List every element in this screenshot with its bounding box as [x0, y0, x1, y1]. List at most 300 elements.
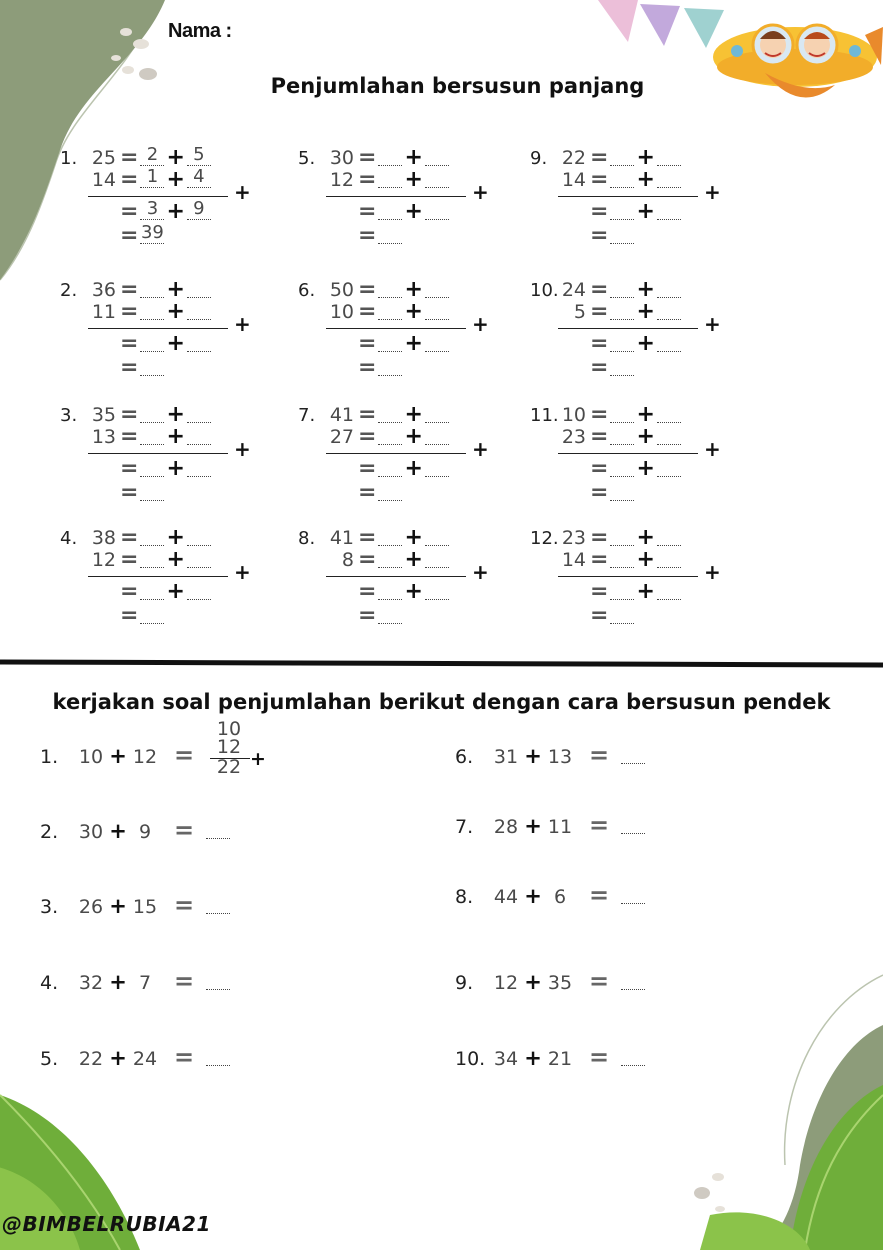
answer-blank[interactable]: [378, 585, 402, 600]
answer-blank[interactable]: [140, 337, 164, 352]
total-blank[interactable]: [610, 486, 634, 501]
short-problem: [40, 718, 266, 778]
answer-blank[interactable]: [378, 305, 402, 320]
addend-value: 10: [329, 301, 354, 323]
equals-sign: =: [358, 424, 377, 449]
plus-sign: +: [404, 424, 423, 449]
plus-sign: +: [524, 1046, 542, 1070]
plus-sign: +: [404, 277, 423, 302]
plus-sign: +: [166, 424, 185, 449]
answer-blank[interactable]: [187, 337, 211, 352]
addend-b: 12: [132, 746, 158, 768]
short-section-title: kerjakan soal penjumlahan berikut dengan cara bersusun pendek: [52, 690, 831, 714]
addend-value: 30: [329, 147, 354, 169]
addend-value: 41: [329, 404, 354, 426]
equals-sign: =: [590, 355, 609, 380]
answer-blank[interactable]: [657, 337, 681, 352]
answer-blank[interactable]: [610, 151, 634, 166]
equals-sign: =: [358, 579, 377, 604]
plus-sign: +: [109, 894, 127, 918]
plus-sign: +: [404, 167, 423, 192]
plus-sign: +: [524, 744, 542, 768]
answer-blank[interactable]: [425, 283, 449, 298]
answer-blank[interactable]: [187, 408, 211, 423]
answer-blank[interactable]: [425, 553, 449, 568]
answer-blank[interactable]: [140, 462, 164, 477]
equation-row: [86, 168, 211, 192]
addend-value: 50: [329, 279, 354, 301]
total-row: [358, 224, 402, 248]
equals-sign: =: [590, 579, 609, 604]
equation-row: [324, 457, 449, 481]
plus-sign: +: [166, 331, 185, 356]
problem-number: 5.: [40, 1048, 59, 1070]
total-blank[interactable]: 39: [140, 222, 164, 243]
total-row: [358, 481, 402, 505]
answer-blank[interactable]: [187, 553, 211, 568]
equals-sign: =: [120, 603, 139, 628]
plus-sign: +: [166, 456, 185, 481]
answer-blank[interactable]: [657, 430, 681, 445]
equals-sign: =: [173, 741, 195, 769]
answer-blank[interactable]: [425, 337, 449, 352]
answer-blank[interactable]: [657, 408, 681, 423]
equals-sign: =: [590, 331, 609, 356]
addend-a: 10: [78, 746, 104, 768]
answer-blank[interactable]: [378, 408, 402, 423]
answer-blank[interactable]: [657, 151, 681, 166]
total-blank[interactable]: [140, 609, 164, 624]
problem-number: 2.: [40, 821, 59, 843]
column-plus-sign: +: [250, 748, 266, 770]
plus-sign: +: [404, 331, 423, 356]
problem-number: 6.: [455, 746, 474, 768]
answer-blank[interactable]: [140, 408, 164, 423]
equals-sign: =: [358, 145, 377, 170]
answer-blank[interactable]: 2: [140, 151, 164, 166]
plus-sign: +: [404, 199, 423, 224]
answer-blank[interactable]: [206, 1053, 230, 1066]
addend-value: 14: [91, 169, 116, 191]
addend-a: 34: [493, 1048, 519, 1070]
equals-sign: =: [590, 299, 609, 324]
answer-blank[interactable]: [621, 821, 645, 834]
total-blank[interactable]: [610, 229, 634, 244]
problem-number: 10.: [455, 1048, 486, 1070]
equals-sign: =: [120, 355, 139, 380]
total-row: [590, 481, 634, 505]
equals-sign: =: [358, 456, 377, 481]
total-blank[interactable]: [378, 609, 402, 624]
equation-row: [556, 278, 681, 302]
answer-blank[interactable]: [378, 205, 402, 220]
addend-value: 12: [329, 169, 354, 191]
plus-sign: +: [166, 277, 185, 302]
answer-blank[interactable]: [378, 553, 402, 568]
addend-value: 12: [91, 549, 116, 571]
answer-blank[interactable]: [140, 553, 164, 568]
problem-number: 1.: [40, 746, 59, 768]
answer-blank[interactable]: [657, 462, 681, 477]
long-problem: [60, 402, 260, 515]
plus-sign: +: [166, 547, 185, 572]
equals-sign: =: [590, 603, 609, 628]
answer-blank[interactable]: [657, 305, 681, 320]
plus-sign: +: [109, 1046, 127, 1070]
equation-row: [324, 580, 449, 604]
long-problem: [530, 402, 730, 515]
equation-row: [324, 526, 449, 550]
equals-sign: =: [120, 579, 139, 604]
long-problem: [530, 277, 730, 390]
addend-value: 14: [561, 169, 586, 191]
answer-blank[interactable]: [610, 283, 634, 298]
plus-sign: +: [166, 579, 185, 604]
total-row: [358, 604, 402, 628]
column-plus-sign: +: [704, 312, 721, 336]
equals-sign: =: [120, 167, 139, 192]
plus-sign: +: [109, 970, 127, 994]
answer-blank[interactable]: [610, 173, 634, 188]
plus-sign: +: [404, 402, 423, 427]
total-blank[interactable]: [378, 229, 402, 244]
answer-blank[interactable]: [425, 430, 449, 445]
plus-sign: +: [404, 525, 423, 550]
problem-number: 4.: [60, 528, 78, 549]
addend-b: 15: [132, 896, 158, 918]
equals-sign: =: [590, 199, 609, 224]
equation-row: [86, 403, 211, 427]
answer-blank[interactable]: [140, 531, 164, 546]
answer-blank[interactable]: [610, 337, 634, 352]
answer-blank[interactable]: [378, 430, 402, 445]
short-problem: [40, 890, 230, 920]
column-plus-sign: +: [234, 312, 251, 336]
total-blank[interactable]: [140, 486, 164, 501]
equation-row: [324, 425, 449, 449]
equals-sign: =: [590, 424, 609, 449]
sum-line: [558, 328, 698, 329]
sum-line: [326, 576, 466, 577]
plus-sign: +: [166, 167, 185, 192]
answer-blank[interactable]: [378, 151, 402, 166]
column-plus-sign: +: [234, 180, 251, 204]
addend-b: 13: [547, 746, 573, 768]
answer-blank[interactable]: [140, 430, 164, 445]
equation-row: [556, 332, 681, 356]
addend-value: 22: [561, 147, 586, 169]
equals-sign: =: [358, 547, 377, 572]
problem-number: 9.: [455, 972, 474, 994]
addend-b: 6: [553, 886, 567, 908]
total-row: [120, 604, 164, 628]
problem-number: 2.: [60, 280, 78, 301]
equals-sign: =: [590, 277, 609, 302]
total-row: [120, 481, 164, 505]
addend-value: 25: [91, 147, 116, 169]
equals-sign: =: [120, 199, 139, 224]
addend-value: 23: [561, 527, 586, 549]
problem-number: 12.: [530, 528, 559, 549]
column-plus-sign: +: [234, 560, 251, 584]
addend-value: 11: [91, 301, 116, 323]
problem-number: 7.: [298, 405, 316, 426]
equation-row: [324, 300, 449, 324]
answer-blank[interactable]: [140, 305, 164, 320]
answer-blank[interactable]: [425, 205, 449, 220]
addend-a: 32: [78, 972, 104, 994]
answer-blank[interactable]: [425, 531, 449, 546]
equals-sign: =: [588, 1043, 610, 1071]
plus-sign: +: [166, 525, 185, 550]
equation-row: [556, 146, 681, 170]
equals-sign: =: [358, 223, 377, 248]
problem-number: 6.: [298, 280, 316, 301]
column-plus-sign: +: [472, 560, 489, 584]
equals-sign: =: [358, 402, 377, 427]
addend-b: 21: [547, 1048, 573, 1070]
addend-b: 9: [138, 821, 152, 843]
answer-blank[interactable]: [187, 283, 211, 298]
total-blank[interactable]: [610, 609, 634, 624]
answer-blank[interactable]: [378, 462, 402, 477]
equation-row: [556, 526, 681, 550]
answer-blank[interactable]: [610, 430, 634, 445]
answer-blank[interactable]: [657, 585, 681, 600]
answer-blank[interactable]: [187, 585, 211, 600]
long-problem: [298, 525, 498, 638]
answer-blank[interactable]: [140, 585, 164, 600]
addend-value: 13: [91, 426, 116, 448]
answer-blank[interactable]: [140, 283, 164, 298]
column-plus-sign: +: [704, 560, 721, 584]
plus-sign: +: [636, 299, 655, 324]
total-row: [590, 604, 634, 628]
addend-a: 12: [493, 972, 519, 994]
total-row: [590, 356, 634, 380]
equals-sign: =: [120, 223, 139, 248]
problem-number: 7.: [455, 816, 474, 838]
answer-blank[interactable]: [610, 553, 634, 568]
answer-blank[interactable]: [206, 901, 230, 914]
answer-blank[interactable]: [621, 891, 645, 904]
short-problem: [455, 740, 645, 770]
equals-sign: =: [120, 402, 139, 427]
answer-blank[interactable]: [425, 151, 449, 166]
answer-blank[interactable]: [657, 283, 681, 298]
answer-blank[interactable]: [425, 408, 449, 423]
answer-blank[interactable]: [657, 553, 681, 568]
equals-sign: =: [358, 299, 377, 324]
equation-row: [324, 146, 449, 170]
total-row: [120, 356, 164, 380]
answer-blank[interactable]: [621, 751, 645, 764]
equals-sign: =: [173, 891, 195, 919]
answer-blank[interactable]: 4: [187, 173, 211, 188]
long-problem: [60, 144, 260, 258]
answer-blank[interactable]: [621, 1053, 645, 1066]
plus-sign: +: [636, 424, 655, 449]
sum-line: [558, 453, 698, 454]
answer-blank[interactable]: [425, 305, 449, 320]
total-blank[interactable]: [378, 361, 402, 376]
plus-sign: +: [636, 167, 655, 192]
answer-blank[interactable]: [425, 173, 449, 188]
plus-sign: +: [524, 814, 542, 838]
answer-blank[interactable]: [206, 977, 230, 990]
answer-blank[interactable]: [657, 531, 681, 546]
total-row: [590, 224, 634, 248]
equals-sign: =: [590, 223, 609, 248]
equals-sign: =: [120, 547, 139, 572]
equation-row: [556, 168, 681, 192]
answer-blank[interactable]: [187, 462, 211, 477]
total-row: [358, 356, 402, 380]
addend-a: 26: [78, 896, 104, 918]
equals-sign: =: [590, 145, 609, 170]
sage-blob-bottom-right: [690, 965, 883, 1250]
equation-row: [324, 548, 449, 572]
plus-sign: +: [636, 525, 655, 550]
answer-blank[interactable]: 3: [140, 205, 164, 220]
equals-sign: =: [358, 167, 377, 192]
answer-blank[interactable]: [378, 173, 402, 188]
equation-row: [324, 168, 449, 192]
plus-sign: +: [109, 744, 127, 768]
answer-blank[interactable]: 5: [187, 151, 211, 166]
equation-row: [324, 278, 449, 302]
problem-number: 9.: [530, 148, 548, 169]
addend-b: 24: [132, 1048, 158, 1070]
answer-blank[interactable]: [187, 531, 211, 546]
plus-sign: +: [166, 402, 185, 427]
short-problem: [455, 880, 645, 910]
answer-blank[interactable]: [610, 408, 634, 423]
answer-blank[interactable]: [610, 205, 634, 220]
column-result: 22: [216, 756, 242, 778]
equation-row: [556, 580, 681, 604]
sum-line: [558, 196, 698, 197]
answer-blank[interactable]: [425, 462, 449, 477]
answer-blank[interactable]: [378, 283, 402, 298]
answer-blank[interactable]: [206, 826, 230, 839]
equals-sign: =: [590, 167, 609, 192]
problem-number: 3.: [60, 405, 78, 426]
addend-value: 5: [573, 301, 586, 323]
answer-blank[interactable]: [378, 337, 402, 352]
column-plus-sign: +: [704, 180, 721, 204]
answer-blank[interactable]: [610, 305, 634, 320]
answer-blank[interactable]: [610, 585, 634, 600]
answer-blank[interactable]: [187, 305, 211, 320]
name-label: Nama :: [168, 20, 232, 42]
plus-sign: +: [636, 402, 655, 427]
sum-line: [326, 453, 466, 454]
addend-value: 14: [561, 549, 586, 571]
sum-line: [88, 576, 228, 577]
equals-sign: =: [590, 402, 609, 427]
addend-a: 28: [493, 816, 519, 838]
equals-sign: =: [173, 967, 195, 995]
problem-number: 1.: [60, 148, 78, 169]
equals-sign: =: [588, 811, 610, 839]
addend-value: 23: [561, 426, 586, 448]
total-blank[interactable]: [140, 361, 164, 376]
plus-sign: +: [636, 277, 655, 302]
equals-sign: =: [358, 480, 377, 505]
equation-row: [556, 425, 681, 449]
equals-sign: =: [173, 1043, 195, 1071]
answer-blank[interactable]: [425, 585, 449, 600]
problem-number: 3.: [40, 896, 59, 918]
equation-row: [86, 332, 211, 356]
long-problem: [60, 525, 260, 638]
answer-blank[interactable]: [657, 173, 681, 188]
total-blank[interactable]: [378, 486, 402, 501]
problem-number: 11.: [530, 405, 559, 426]
answer-blank[interactable]: [610, 531, 634, 546]
plus-sign: +: [404, 579, 423, 604]
answer-blank[interactable]: [187, 430, 211, 445]
equation-row: [86, 580, 211, 604]
short-problem: [455, 1042, 645, 1072]
equals-sign: =: [588, 881, 610, 909]
sum-line: [326, 328, 466, 329]
plus-sign: +: [166, 199, 185, 224]
answer-blank[interactable]: [657, 205, 681, 220]
long-problem: [530, 525, 730, 638]
answer-blank[interactable]: [621, 977, 645, 990]
short-problem: [40, 966, 230, 996]
column-top: 10: [216, 718, 242, 740]
equals-sign: =: [358, 355, 377, 380]
addend-value: 38: [91, 527, 116, 549]
long-problem: [298, 145, 498, 258]
plus-sign: +: [166, 145, 185, 170]
equals-sign: =: [358, 277, 377, 302]
answer-blank[interactable]: 1: [140, 173, 164, 188]
equals-sign: =: [590, 456, 609, 481]
long-section-title: Penjumlahan bersusun panjang: [270, 74, 645, 98]
section-divider: [0, 659, 883, 667]
equation-row: [86, 425, 211, 449]
equals-sign: =: [120, 277, 139, 302]
answer-blank[interactable]: [610, 462, 634, 477]
answer-blank[interactable]: [378, 531, 402, 546]
problem-number: 8.: [455, 886, 474, 908]
equation-row: [556, 548, 681, 572]
problem-number: 8.: [298, 528, 316, 549]
addend-value: 41: [329, 527, 354, 549]
answer-blank[interactable]: 9: [187, 205, 211, 220]
plus-sign: +: [636, 331, 655, 356]
plus-sign: +: [636, 456, 655, 481]
equation-row: [86, 526, 211, 550]
equals-sign: =: [358, 199, 377, 224]
total-blank[interactable]: [610, 361, 634, 376]
column-bottom: 12: [216, 736, 242, 758]
addend-a: 30: [78, 821, 104, 843]
column-plus-sign: +: [234, 437, 251, 461]
equals-sign: =: [120, 480, 139, 505]
short-problem: [455, 966, 645, 996]
plus-sign: +: [404, 299, 423, 324]
sum-line: [558, 576, 698, 577]
equals-sign: =: [588, 741, 610, 769]
equals-sign: =: [120, 299, 139, 324]
equals-sign: =: [120, 145, 139, 170]
problem-number: 10.: [530, 280, 559, 301]
